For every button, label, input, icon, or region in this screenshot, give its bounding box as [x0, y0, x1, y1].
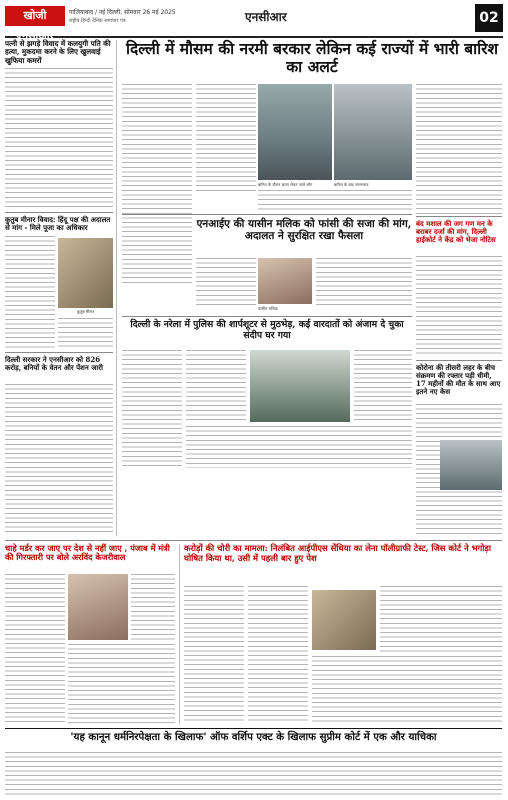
masthead — [5, 4, 503, 42]
main-headline: दिल्ली में मौसम की नरमी बरकार लेकिन कई राज्यों में भारी बारिश का अलर्ट — [125, 39, 499, 76]
court-story-body — [5, 752, 502, 796]
divider — [416, 216, 502, 217]
left-story2-body-2 — [58, 318, 113, 348]
left-story2-body — [5, 236, 55, 348]
yasin-story-body-2 — [316, 258, 412, 306]
encounter-body-1 — [122, 350, 182, 468]
yasin-story-headline: एनआईए की यासीन मलिक को फांसी की सजा की मांग, अदालत ने सुरक्षित रखा फैसला — [196, 218, 412, 243]
yasin-caption: यासीन मलिक — [258, 306, 278, 311]
kejriwal-photo — [68, 574, 128, 640]
main-story-body-2 — [196, 84, 256, 194]
yasin-malik-photo — [258, 258, 312, 304]
divider — [416, 360, 502, 361]
column-rule — [179, 544, 180, 724]
divider — [5, 728, 502, 729]
ips-body-2 — [248, 586, 308, 724]
rain-photo-1 — [258, 84, 332, 180]
ips-body-3 — [312, 656, 502, 724]
page-number: 02 — [475, 4, 503, 32]
encounter-body-3 — [186, 426, 412, 468]
yasin-story-body-1 — [196, 258, 256, 306]
court-story-headline: 'यह कानून धर्मनिरपेक्षता के खिलाफ' ऑफ वर्शिप एक्ट के खिलाफ सुप्रीम कोर्ट में एक और याचिका — [70, 731, 437, 743]
section-name: एनसीआर — [245, 10, 287, 24]
main-story-body-1 — [122, 84, 192, 284]
encounter-body-4 — [354, 350, 412, 422]
column-rule — [116, 40, 117, 536]
rain-photo-2-caption: बारिश के बाद जलभराव — [334, 182, 369, 187]
encounter-photo — [250, 350, 350, 422]
encounter-body-2 — [186, 350, 246, 420]
kejriwal-body-1 — [5, 574, 65, 724]
encounter-story-headline: दिल्ली के नरेला में पुलिस की शार्पशूटर से मुठभेड़, कई वारदातों को अंजाम दे चुका संदीप घर गया — [130, 319, 404, 341]
main-story-body-4 — [416, 84, 502, 214]
divider — [5, 212, 113, 213]
divider — [5, 540, 502, 541]
ips-body-4 — [380, 586, 502, 652]
qutub-minar-caption: कुतुब मीनार — [76, 309, 95, 314]
main-story-body-3 — [258, 190, 412, 210]
tagline: राष्ट्रीय हिन्दी दैनिक समाचार पत्र — [69, 18, 126, 24]
divider — [122, 214, 412, 215]
kejriwal-body-2 — [68, 644, 175, 724]
left-story3-headline: दिल्ली सरकार ने एनसीआर को 826 करोड़, बनियों के वेतन और पेंशन जारी — [5, 355, 103, 373]
kejriwal-story-headline: चाहे मर्डर कर जाए पर देश से नहीं जाए , पंजाब में मंत्री की गिरफ्तारी पर बोले अरविंद केजरीवाल — [5, 543, 170, 563]
ips-body-1 — [184, 586, 244, 724]
qutub-minar-photo — [58, 238, 113, 308]
rain-photo-1-caption: बारिश के दौरान छाता लेकर जाते लोग — [258, 182, 313, 187]
ips-story-headline: करोड़ों की चोरी का मामला: निलंबित आईपीएस सेंथिया का लेना पॉलीग्राफी टेस्ट, जिस कोर्ट ने भगोड़ा घोषित किया था, उसी में पहली बार हुए पेश — [184, 543, 492, 563]
corona-photo — [440, 440, 502, 490]
left-story1-headline: पत्नी से झगड़े विवाद में कलयुगी पति की हत्या, मुकदमा करने के लिए खुलवाई खुफिया कमरों — [5, 39, 111, 65]
divider — [5, 352, 113, 353]
left-story2-headline: कुतुब मीनार विवाद: हिंदू पक्ष की अदालत से मांग - मिले पूजा का अधिकार — [5, 215, 111, 233]
anthem-story-body — [416, 256, 502, 356]
ips-photo — [312, 590, 376, 650]
paper-logo: खोजी एनसीआर — [5, 6, 65, 26]
rain-photo-2 — [334, 84, 412, 180]
anthem-story-headline: बंद मशाल की जग गण मन के बराबर दर्जा की मांग, दिल्ली हाईकोर्ट ने केंद्र को भेजा नोटिस — [416, 219, 496, 245]
left-story3-body — [5, 384, 113, 534]
date-line: गाजियाबाद / नई दिल्ली, सोमवार 26 मई 2025 — [69, 9, 176, 16]
kejriwal-body-3 — [131, 574, 175, 640]
corona-story-headline: कोरोना की तीसरी लहर के बीच संक्रमण की रफ्तार पड़ी धीमी, 17 महीनों की मौत के साथ आए इतने नए केस — [416, 363, 501, 397]
left-story1-body — [5, 68, 113, 208]
divider — [122, 316, 412, 317]
